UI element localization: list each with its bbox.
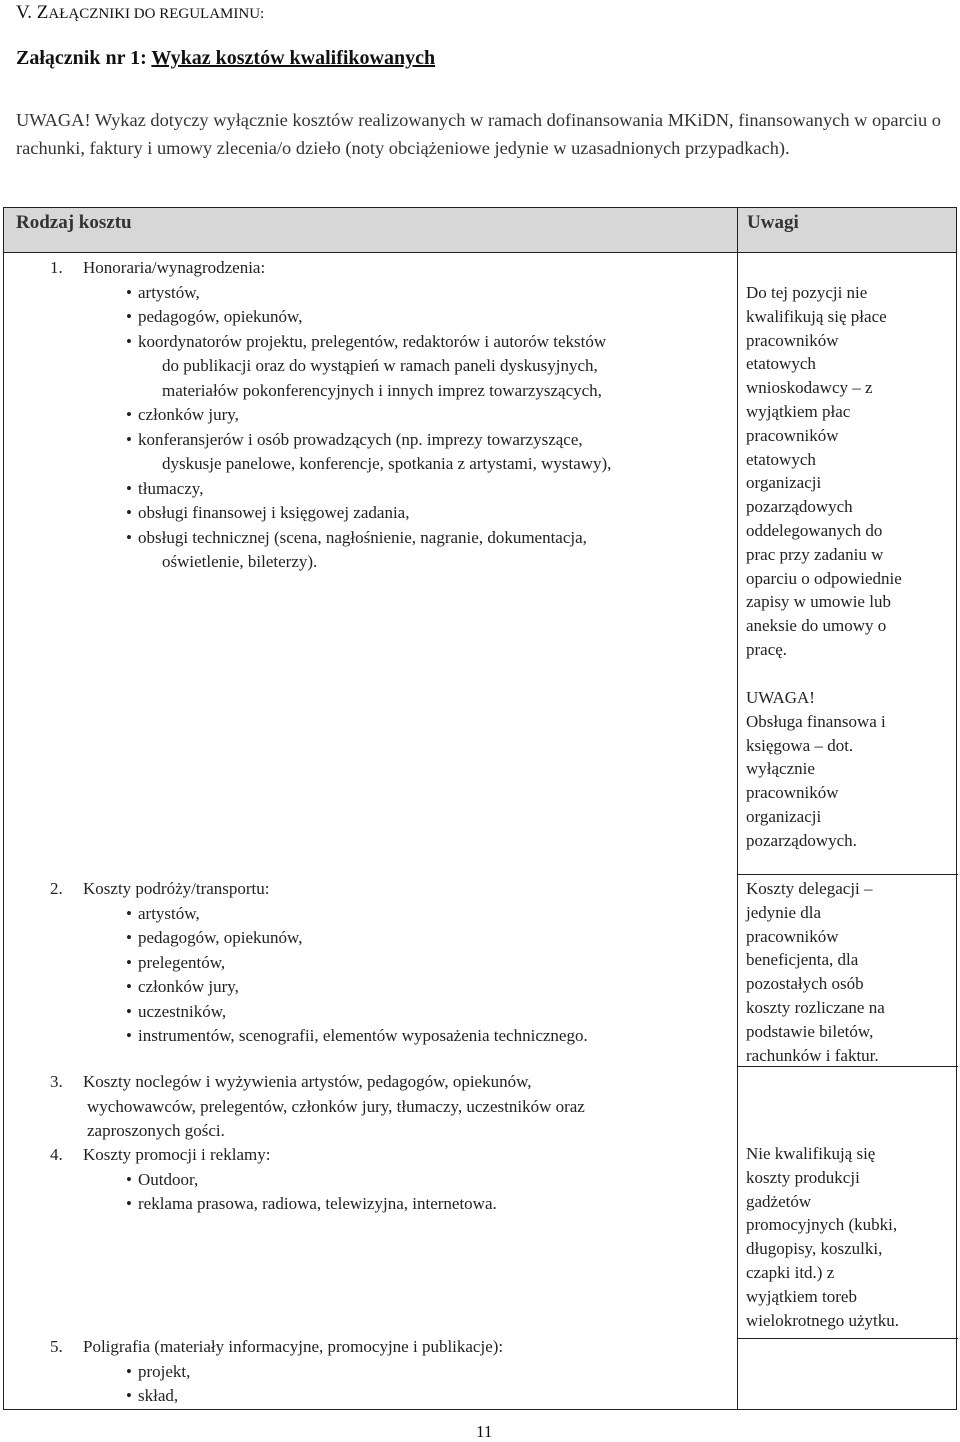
cost-item-5: [50, 1335, 730, 1409]
list-item: • artystów,: [50, 281, 730, 306]
bullet-icon: •: [126, 503, 132, 522]
column-divider: [737, 208, 738, 1409]
cost-item-list: [50, 1168, 730, 1217]
cost-item-3: [50, 1070, 730, 1144]
cost-item-list: [50, 281, 730, 575]
list-item: • pedagogów, opiekunów,: [50, 926, 730, 951]
cost-item-list: [50, 902, 730, 1049]
list-item: • obsługi finansowej i księgowej zadania,: [50, 501, 730, 526]
bullet-icon: •: [126, 903, 132, 923]
annex-prefix: Załącznik nr 1:: [16, 47, 152, 69]
bullet-icon: •: [126, 405, 132, 424]
cost-item-heading: 3. Koszty noclegów i wyżywienia artystów, pedagogów, opiekunów,: [50, 1072, 532, 1091]
cost-item-list: [50, 1360, 730, 1409]
bullet-icon: •: [126, 1386, 132, 1405]
cost-item-heading: 1. Honoraria/wynagrodzenia:: [50, 258, 266, 277]
list-item: • pedagogów, opiekunów,: [50, 305, 730, 330]
list-item: • Outdoor,: [50, 1168, 730, 1193]
cost-item-2: [50, 877, 730, 1049]
header-cost-type: Rodzaj kosztu: [16, 212, 132, 233]
bullet-icon: •: [126, 331, 132, 351]
bullet-icon: •: [126, 478, 132, 498]
annex-name: Wykaz kosztów kwalifikowanych: [151, 47, 436, 69]
bullet-icon: •: [126, 952, 132, 972]
cost-item-1: [50, 256, 730, 575]
cost-item-continuation: wychowawców, prelegentów, członków jury, tłumaczy, uczestników oraz: [87, 1096, 585, 1116]
row-separator: [737, 1338, 958, 1339]
cost-item-4: [50, 1143, 730, 1217]
bullet-icon: •: [126, 1194, 132, 1213]
note-item-4: Nie kwalifikują się koszty produkcji gadżetów promocyjnych (kubki, długopisy, koszulki, czapki itd.) z wyjątkiem toreb wielokrotnego użytku.: [746, 1144, 899, 1330]
bullet-icon: •: [126, 977, 132, 996]
bullet-icon: •: [126, 527, 132, 547]
list-item: • konferansjerów i osób prowadzących (np. imprezy towarzyszące, dyskusje panelowe, konferencje, spotkania z artystami, wystawy),: [126, 429, 612, 473]
list-item: • artystów,: [50, 902, 730, 927]
bullet-icon: •: [126, 307, 132, 326]
warning-paragraph: UWAGA! Wykaz dotyczy wyłącznie kosztów realizowanych w ramach dofinansowania MKiDN, finansowanych w oparciu o rachunki, faktury i umowy zlecenia/o dzieło (noty obciążeniowe jedynie w uzasadnionych przypadkach).: [16, 110, 941, 158]
section-title: V. ZAŁĄCZNIKI DO REGULAMINU:: [16, 2, 265, 23]
bullet-icon: •: [126, 1169, 132, 1189]
bullet-icon: •: [126, 928, 132, 947]
list-item: • członków jury,: [50, 403, 730, 428]
bullet-icon: •: [126, 1026, 132, 1045]
note-item-1: Do tej pozycji nie kwalifikują się płace pracowników etatowych wnioskodawcy – z wyjątkiem płac pracowników etatowych organizacji pozarządowych oddelegowanych do prac przy zadaniu w oparciu o odpowiednie zapisy w umowie lub aneksie do umowy o pracę.: [746, 283, 902, 659]
cost-item-continuation: zaproszonych gości.: [87, 1121, 225, 1140]
note-item-1-warning: UWAGA! Obsługa finansowa i księgowa – dot. wyłącznie pracowników organizacji pozarządowych.: [746, 688, 886, 850]
annex-title: [16, 47, 435, 70]
list-item: • prelegentów,: [50, 951, 730, 976]
table-header: [4, 208, 956, 253]
list-item: • członków jury,: [50, 975, 730, 1000]
bullet-icon: •: [126, 282, 132, 302]
cost-item-heading: 4. Koszty promocji i reklamy:: [50, 1145, 271, 1164]
list-item: • skład,: [50, 1384, 730, 1409]
cost-item-heading: 5. Poligrafia (materiały informacyjne, promocyjne i publikacje):: [50, 1337, 504, 1356]
list-item: • koordynatorów projektu, prelegentów, redaktorów i autorów tekstów do publikacji oraz do wystąpień w ramach paneli dyskusyjnych, materiałów pokonferencyjnych i innych imprez towarzyszących,: [126, 331, 607, 400]
list-item: • tłumaczy,: [50, 477, 730, 502]
cost-item-heading: 2. Koszty podróży/transportu:: [50, 879, 270, 898]
row-separator: [737, 874, 958, 875]
bullet-icon: •: [126, 1361, 132, 1381]
bullet-icon: •: [126, 1001, 132, 1021]
list-item: • projekt,: [50, 1360, 730, 1385]
list-item: • instrumentów, scenografii, elementów wyposażenia technicznego.: [50, 1024, 730, 1049]
list-item: • obsługi technicznej (scena, nagłośnienie, nagranie, dokumentacja, oświetlenie, bileterzy).: [126, 527, 587, 571]
header-remarks: Uwagi: [747, 212, 799, 233]
list-item: • reklama prasowa, radiowa, telewizyjna, internetowa.: [50, 1192, 730, 1217]
bullet-icon: •: [126, 429, 132, 449]
list-item: • uczestników,: [50, 1000, 730, 1025]
page-number: 11: [476, 1422, 493, 1441]
note-item-2: Koszty delegacji – jedynie dla pracowników beneficjenta, dla pozostałych osób koszty rozliczane na podstawie biletów, rachunków i faktur.: [746, 879, 885, 1065]
